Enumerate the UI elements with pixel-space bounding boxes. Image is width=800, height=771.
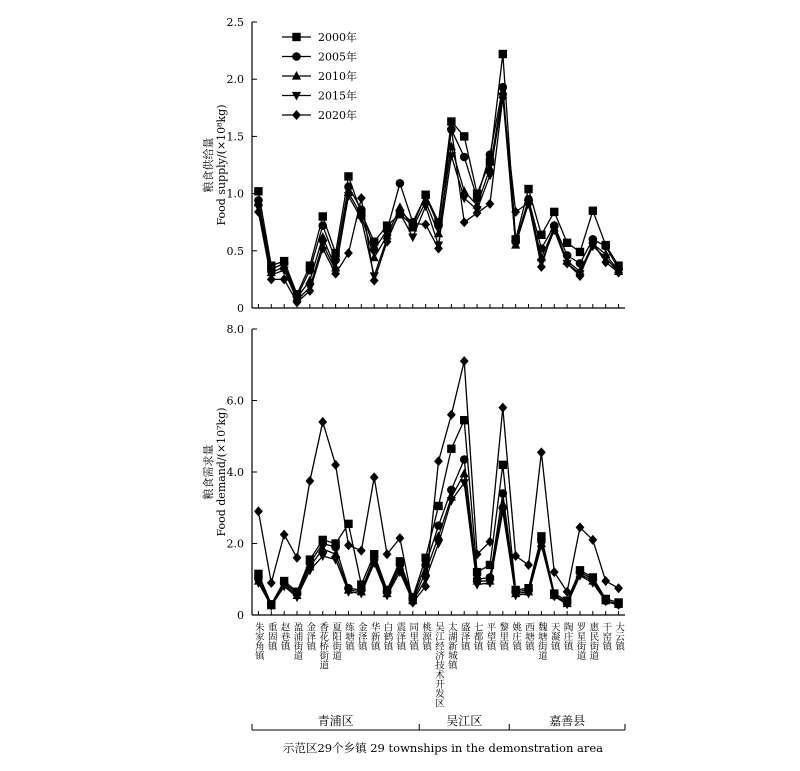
township-label: 陶庄镇 xyxy=(561,622,573,651)
township-label: 练塘镇 xyxy=(342,622,354,651)
demand-data-point xyxy=(601,576,610,586)
township-label: 吴江经济技术开发区 xyxy=(433,622,444,708)
township-label: 平望镇 xyxy=(484,622,496,651)
supply-data-point xyxy=(550,208,558,216)
demand-data-point xyxy=(357,546,366,556)
supply-data-point xyxy=(396,179,405,188)
legend-item xyxy=(282,69,357,83)
legend-marker-icon xyxy=(292,71,301,80)
supply-y-label-cn: 粮食供给量 xyxy=(202,137,215,193)
supply-data-point xyxy=(254,187,262,195)
supply-y-tick-label: 2.0 xyxy=(226,73,244,87)
region-label: 嘉善县 xyxy=(549,714,586,728)
supply-data-point xyxy=(460,153,469,162)
food-demand-panel xyxy=(201,323,625,622)
township-label: 香花桥街道 xyxy=(317,622,329,670)
legend-item xyxy=(282,108,357,122)
township-label: 西塘镇 xyxy=(523,622,535,651)
legend-marker-icon xyxy=(292,92,301,101)
township-label: 华新镇 xyxy=(368,622,380,651)
legend-label: 2005年 xyxy=(318,50,357,64)
township-label: 赵巷镇 xyxy=(278,622,290,651)
township-label: 白鹤镇 xyxy=(381,622,393,651)
legend-marker-icon xyxy=(292,33,300,41)
demand-y-tick-label: 2.0 xyxy=(226,537,244,551)
legend-label: 2020年 xyxy=(318,109,357,122)
x-axis-title: 示范区29个乡镇 29 townships in the demonstration area xyxy=(282,741,604,755)
supply-data-point xyxy=(537,262,546,272)
demand-data-point xyxy=(460,455,469,464)
demand-data-point xyxy=(344,540,353,550)
legend-label: 2010年 xyxy=(318,70,357,83)
demand-y-tick-label: 6.0 xyxy=(226,394,244,408)
legend-item xyxy=(282,89,357,103)
demand-data-point xyxy=(460,469,469,478)
township-label: 惠民街道 xyxy=(587,622,599,660)
demand-data-point xyxy=(254,506,263,516)
demand-data-point xyxy=(331,460,340,470)
township-label: 干窑镇 xyxy=(600,622,612,651)
demand-data-point xyxy=(434,502,442,510)
demand-data-point xyxy=(537,447,546,457)
demand-y-label-cn: 粮食需求量 xyxy=(202,444,215,500)
supply-data-point xyxy=(421,219,430,229)
township-label: 金泽镇 xyxy=(355,622,367,651)
demand-data-point xyxy=(550,567,559,577)
demand-data-point xyxy=(499,461,507,469)
supply-data-point xyxy=(473,208,482,218)
supply-data-point xyxy=(524,185,532,193)
demand-data-point xyxy=(434,456,443,466)
demand-y-tick-label: 8.0 xyxy=(226,323,244,336)
supply-y-label-en: Food supply/(×10⁸kg) xyxy=(215,104,228,226)
supply-data-point xyxy=(486,199,495,209)
legend-marker-icon xyxy=(292,110,301,120)
demand-data-point xyxy=(460,416,468,424)
legend-item xyxy=(282,30,357,44)
township-label: 天凝镇 xyxy=(548,622,560,651)
demand-data-point xyxy=(447,410,456,420)
demand-data-point xyxy=(267,578,276,588)
township-label: 桃源镇 xyxy=(420,622,432,651)
demand-data-point xyxy=(460,356,469,366)
township-label: 姚庄镇 xyxy=(510,622,522,651)
legend xyxy=(282,30,357,122)
supply-y-tick-label: 1.0 xyxy=(226,187,244,201)
township-label: 魏塘街道 xyxy=(535,622,547,660)
township-label: 朱家角镇 xyxy=(252,622,264,660)
supply-data-point xyxy=(370,276,379,286)
demand-data-point xyxy=(499,489,508,498)
township-label: 大云镇 xyxy=(613,622,625,651)
supply-series-4 xyxy=(254,93,623,308)
demand-data-point xyxy=(305,476,314,486)
supply-data-point xyxy=(460,217,469,227)
supply-data-point xyxy=(460,132,468,140)
demand-data-point xyxy=(370,472,379,482)
demand-data-point xyxy=(524,560,533,570)
supply-y-tick-label: 2.5 xyxy=(226,16,244,29)
supply-data-point xyxy=(499,50,507,58)
township-label: 金泽镇 xyxy=(304,622,316,651)
supply-y-tick-label: 0 xyxy=(237,302,244,315)
township-label: 黎里镇 xyxy=(497,622,509,651)
township-label: 震泽镇 xyxy=(394,622,406,651)
legend-label: 2000年 xyxy=(318,31,357,44)
demand-data-point xyxy=(447,497,456,506)
township-label: 夏阳街道 xyxy=(330,622,342,660)
supply-data-point xyxy=(318,221,327,230)
supply-y-tick-label: 0.5 xyxy=(226,244,244,258)
supply-data-point xyxy=(319,212,327,220)
supply-data-point xyxy=(589,207,597,215)
supply-data-point xyxy=(563,239,571,247)
township-label: 重固镇 xyxy=(265,622,277,651)
demand-y-label-en: Food demand/(×10⁷kg) xyxy=(215,407,228,537)
supply-data-point xyxy=(344,248,353,258)
supply-y-tick-label: 1.5 xyxy=(226,130,244,144)
demand-data-point xyxy=(293,553,302,563)
demand-data-point xyxy=(498,403,507,413)
demand-y-tick-label: 0 xyxy=(237,609,244,622)
township-label: 七都镇 xyxy=(471,622,483,651)
legend-item xyxy=(282,50,357,64)
demand-data-point xyxy=(318,417,327,427)
demand-data-point xyxy=(280,530,289,540)
supply-data-point xyxy=(344,172,352,180)
township-label: 同里镇 xyxy=(407,622,419,651)
supply-data-point xyxy=(408,233,417,242)
region-brackets xyxy=(252,713,625,730)
legend-marker-icon xyxy=(292,52,301,61)
supply-data-point xyxy=(434,244,443,254)
township-label: 盈浦街道 xyxy=(291,622,303,660)
township-label: 罗星街道 xyxy=(574,622,586,660)
township-label: 盛泽镇 xyxy=(458,622,470,651)
demand-data-point xyxy=(447,445,455,453)
township-axis xyxy=(253,621,625,707)
demand-data-point xyxy=(614,583,623,593)
demand-y-tick-label: 4.0 xyxy=(226,466,244,479)
township-label: 太湖新城镇 xyxy=(445,622,457,670)
region-label: 青浦区 xyxy=(317,714,354,728)
demand-series-line xyxy=(258,420,618,604)
legend-label: 2015年 xyxy=(318,89,357,103)
demand-series-0 xyxy=(254,416,623,609)
supply-data-point xyxy=(357,193,366,203)
region-label: 吴江区 xyxy=(446,714,483,728)
supply-data-point xyxy=(576,248,584,256)
food-supply-panel xyxy=(201,16,625,315)
demand-data-point xyxy=(472,581,481,590)
